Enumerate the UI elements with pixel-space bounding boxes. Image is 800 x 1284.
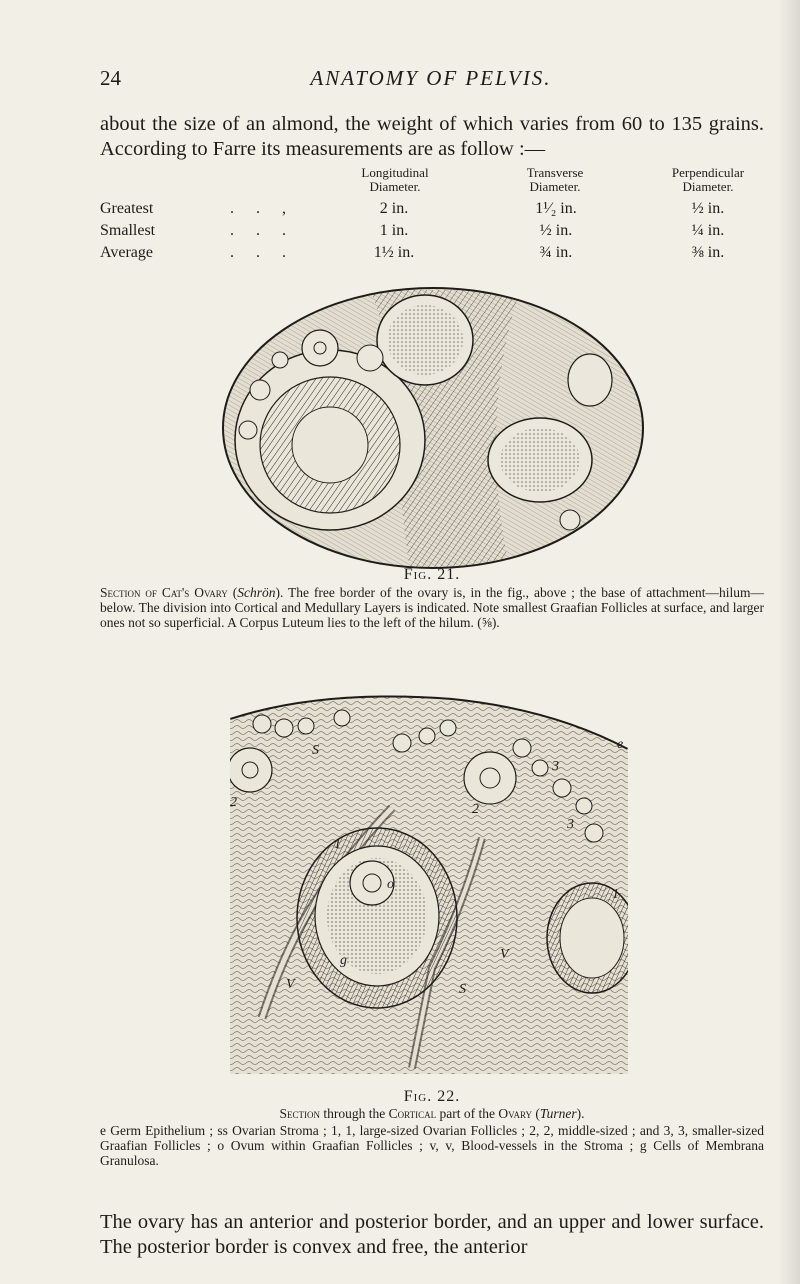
page-edge-shadow (778, 0, 800, 1284)
label-1: 1 (334, 837, 341, 852)
row-smallest (100, 222, 764, 244)
figure-21-ovary-illustration (220, 280, 646, 570)
caption-lead: Section of Cat's Ovary (100, 585, 228, 600)
intro-paragraph: about the size of an almond, the weight of which varies from 60 to 135 grains. According to Farre its measurements are as follow :— (100, 113, 764, 160)
cell-longitudinal: 1½ in. (373, 244, 415, 261)
caption-author: Schrön (237, 585, 276, 600)
label-2: 2 (230, 795, 237, 810)
row-label: Smallest (100, 222, 156, 239)
col-header-perpendicular: Perpendicular Diameter. (671, 165, 745, 194)
caption-text: The free border of the ovary is, in the fig., above ; the base of attachment—hilum—below. The division into Cortical and Medullary Layers is indicated. Note smallest Graafian Follicles at surface, and larger ones not so superficial. A Corpus Luteum lies to the left of the hilum. (⅝). (100, 585, 764, 630)
leader-dots: . . , (230, 200, 295, 217)
cell-longitudinal: 1 in. (379, 222, 409, 239)
label-3: 3 (567, 817, 574, 832)
col-header-transverse: Transverse Diameter. (526, 165, 584, 194)
closing-paragraph: The ovary has an anterior and posterior border, and an upper and lower surface. The posterior border is convex and free, the anterior (100, 1211, 764, 1258)
label-g: g (340, 953, 347, 968)
leader-dots: . . . (230, 222, 295, 239)
row-label: Greatest (100, 200, 154, 217)
row-greatest (100, 200, 764, 222)
page-number: 24 (100, 66, 121, 90)
label-v: V (500, 947, 509, 962)
label-1: 1 (612, 887, 619, 902)
row-average (100, 244, 764, 266)
cell-perpendicular: ¼ in. (691, 222, 725, 239)
label-3: 3 (552, 759, 559, 774)
cell-perpendicular: ⅜ in. (691, 244, 725, 261)
leader-dots: . . . (230, 244, 295, 261)
cell-transverse: ¾ in. (539, 244, 573, 261)
label-s: S (312, 743, 319, 758)
col-header-longitudinal: Longitudinal Diameter. (361, 165, 429, 194)
figure-21-number: Fig. 21. (403, 566, 461, 583)
cell-perpendicular: ½ in. (691, 200, 725, 217)
label-s: S (459, 982, 466, 997)
figure-22-cortical-section-illustration (222, 688, 636, 1074)
running-head (100, 66, 762, 96)
label-o: o (387, 877, 394, 892)
row-label: Average (100, 244, 153, 261)
cell-transverse: 1¹⁄₂ in. (535, 200, 577, 217)
label-v: V (286, 977, 295, 992)
figure-22-title: Section through the Cortical part of the Ovary (Turner). (279, 1106, 585, 1121)
figure-22-number: Fig. 22. (403, 1088, 461, 1105)
figure-21-caption: Section of Cat's Ovary (Schrön). The free border of the ovary is, in the fig., above ; the base of attachment—hilum—below. The division into Cortical and Medullary Layers is indicated. Note smallest Graafian Follicles at surface, and larger ones not so superficial. A Corpus Luteum lies to the left of the hilum. (⅝). (100, 585, 764, 630)
running-title: ANATOMY OF PELVIS. (310, 66, 552, 90)
cell-transverse: ½ in. (539, 222, 573, 239)
cell-longitudinal: 2 in. (379, 200, 409, 217)
figure-22-legend: e Germ Epithelium ; ss Ovarian Stroma ; 1, 1, large-sized Ovarian Follicles ; 2, 2, middle-sized ; and 3, 3, smaller-sized Graafian Follicles ; o Ovum within Graafian Follicles ; v, v, Blood-vessels in the Stroma ; g Cells of Membrana Granulosa. (100, 1123, 764, 1168)
label-2: 2 (472, 802, 479, 817)
label-e: e (617, 737, 624, 752)
